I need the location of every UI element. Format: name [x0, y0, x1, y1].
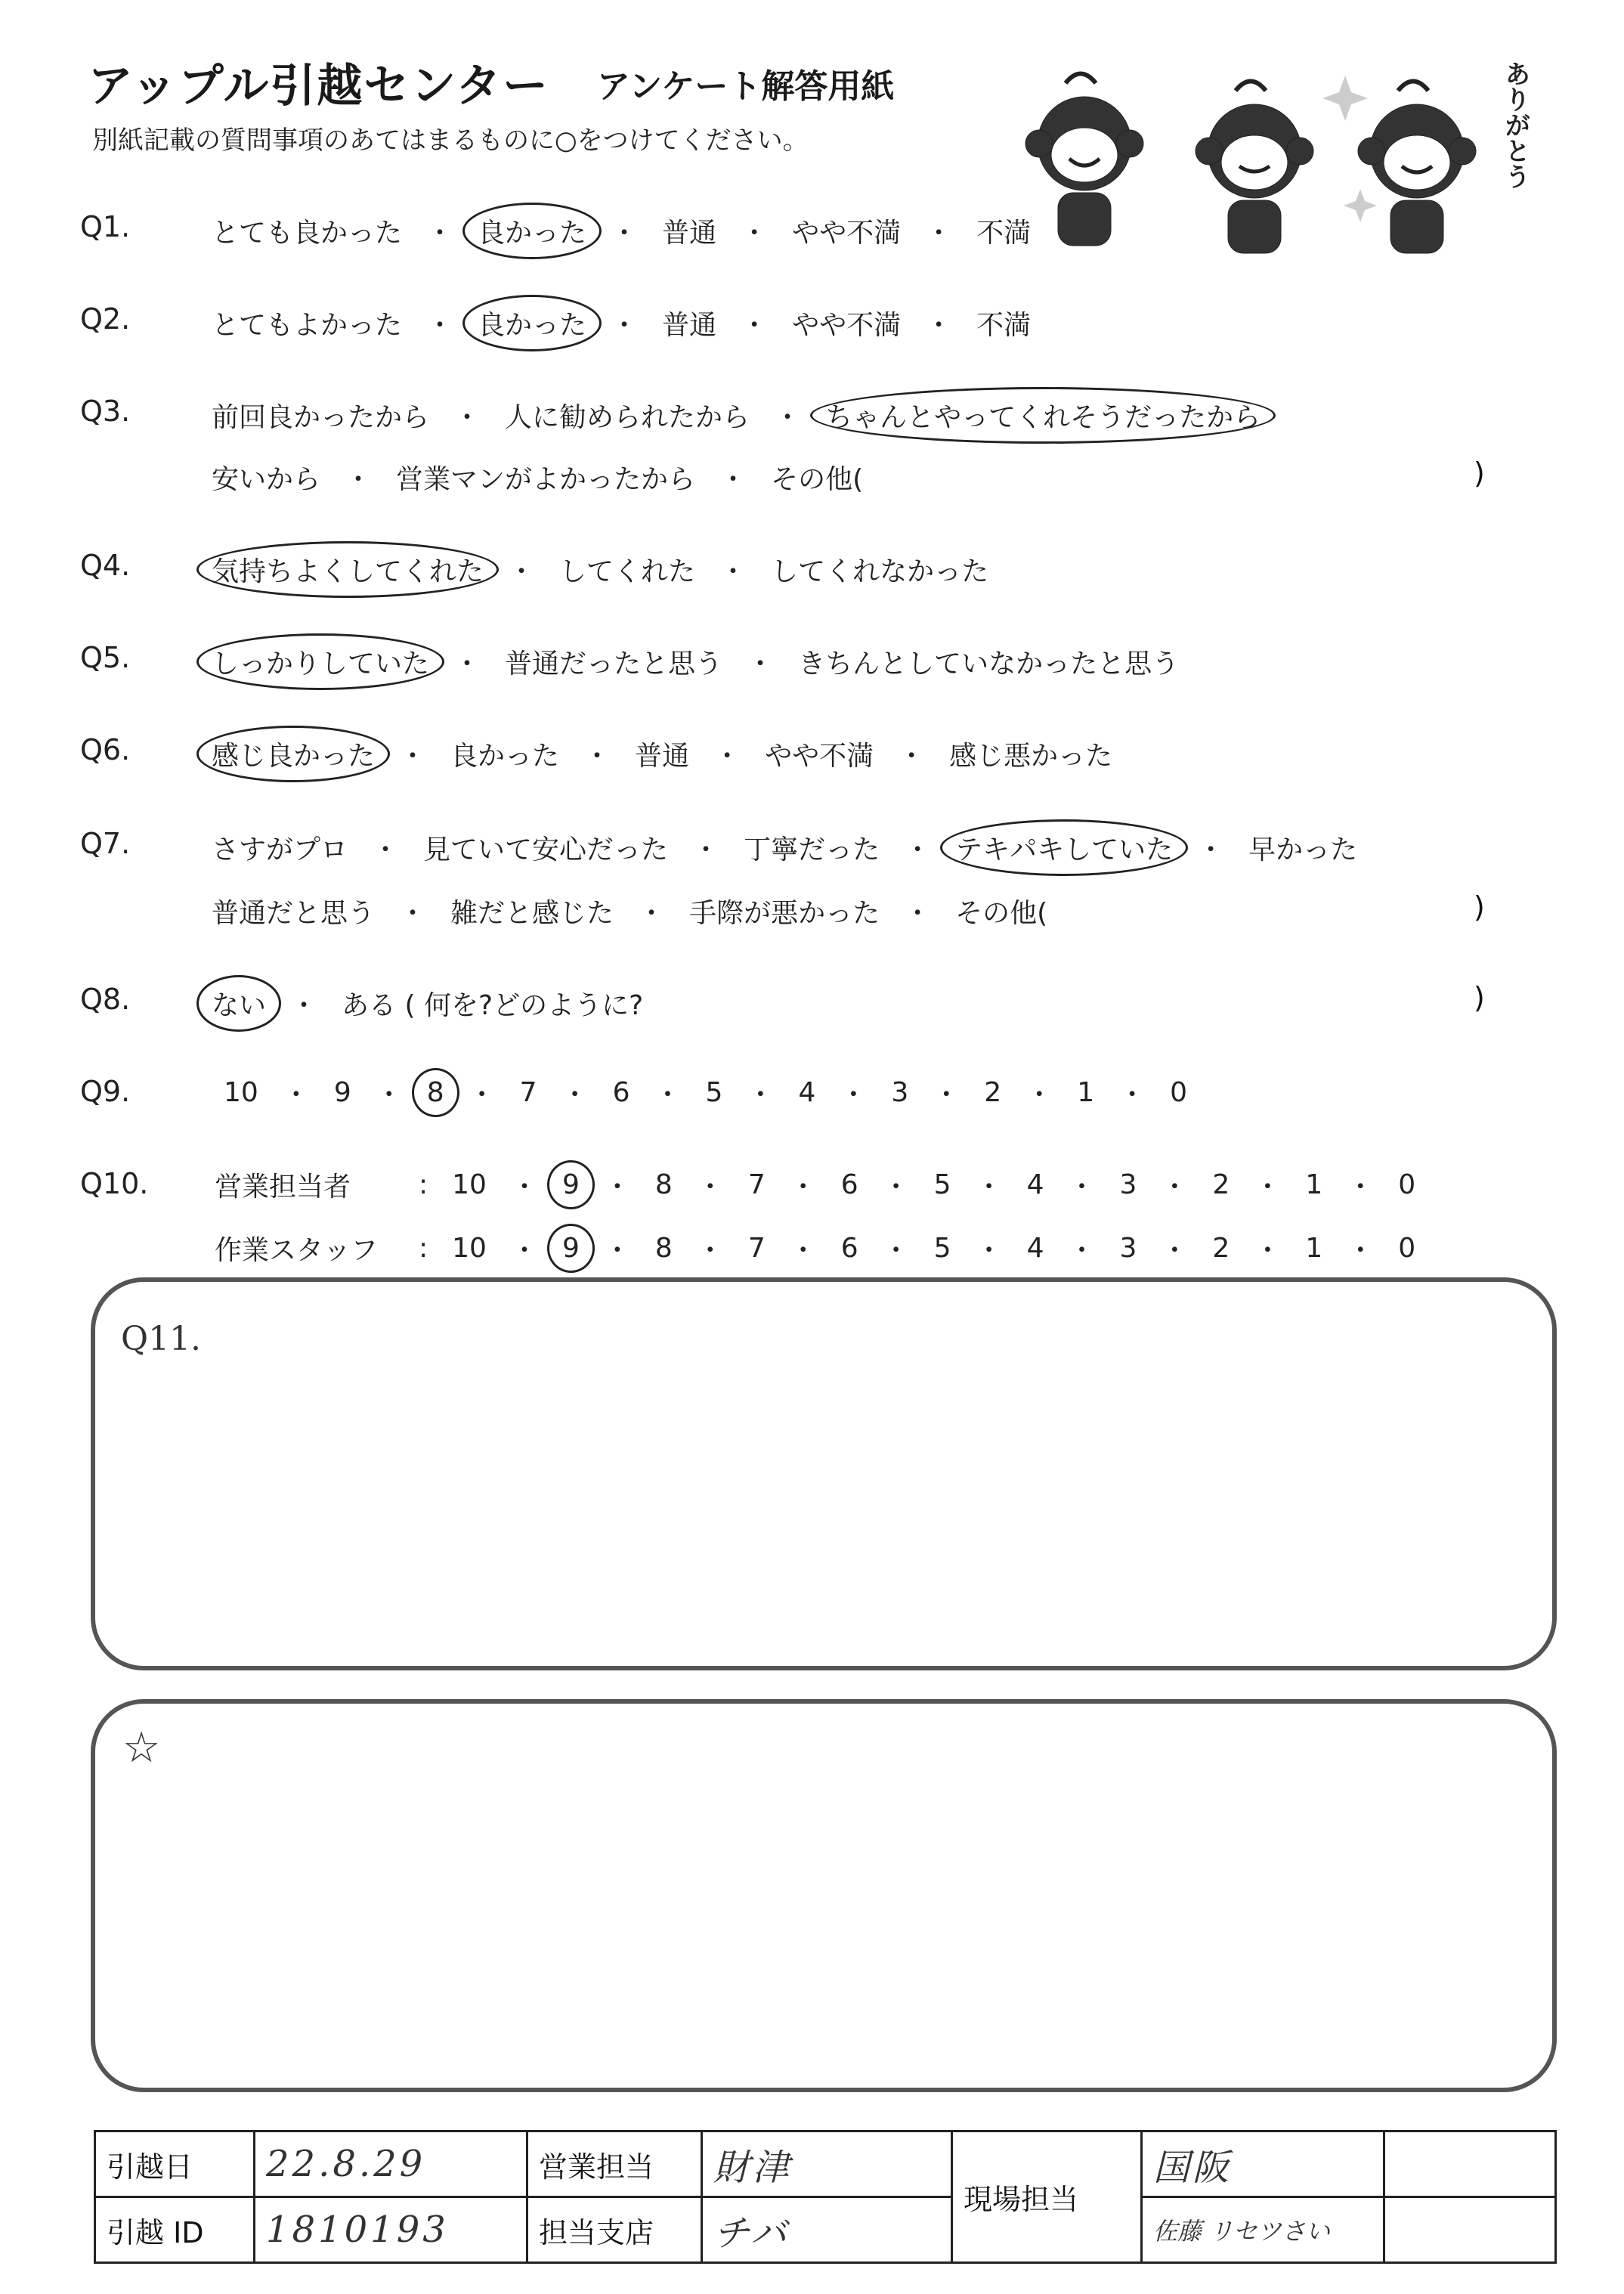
q10-staff-score-1[interactable]: 1 [1305, 1233, 1323, 1264]
q10-staff-score-4[interactable]: 4 [1026, 1233, 1044, 1264]
page-title: アップル引越センター [88, 60, 549, 113]
q4-option-3[interactable]: してくれなかった [771, 556, 989, 587]
q6-option-4[interactable]: やや不満 [765, 741, 874, 772]
q9-score-10[interactable]: 10 [224, 1077, 258, 1108]
q7-option-1[interactable]: さすがプロ [212, 834, 348, 865]
q6-option-5[interactable]: 感じ悪かった [949, 741, 1113, 772]
q10-staff-score-3[interactable]: 3 [1119, 1233, 1137, 1264]
q1-option-5[interactable]: 不満 [976, 218, 1032, 249]
q7-option-4[interactable]: テキパキしていた [948, 825, 1180, 870]
q7-option-other[interactable]: その他( [955, 898, 1048, 929]
q10-sales-score-9[interactable]: 9 [555, 1166, 587, 1203]
q10-sales-score-4[interactable]: 4 [1026, 1169, 1044, 1200]
q7-options-line2: 普通だと思う ・ 雑だと感じた ・ 手際が悪かった ・ その他( [204, 889, 1055, 933]
q10-sales-score-2[interactable]: 2 [1212, 1169, 1230, 1200]
q2-options: とてもよかった ・ 良かった ・ 普通 ・ やや不満 ・ 不満 [204, 301, 1038, 345]
q10-sales-score-8[interactable]: 8 [654, 1169, 673, 1200]
q1-option-4[interactable]: やや不満 [792, 218, 902, 249]
q1-option-2[interactable]: 良かった [470, 209, 594, 253]
q9-scale: 10 ・ 9 ・ 8 ・ 7 ・ 6 ・ 5 ・ 4 ・ 3 ・ 2 ・ 1 ・ 0 [216, 1073, 1195, 1112]
q9-score-6[interactable]: 6 [612, 1077, 630, 1108]
site-staff-value-2[interactable]: 佐藤 リセツさい [1142, 2197, 1384, 2263]
q4-options: 気持ちよくしてくれた ・ してくれた ・ してくれなかった [204, 547, 996, 592]
q3-option-4[interactable]: 安いから [212, 464, 321, 495]
q9-score-8[interactable]: 8 [419, 1074, 452, 1111]
q7-option-7[interactable]: 雑だと感じた [450, 898, 614, 929]
q10-staff-rating: 作業スタッフ : 10 ・ 9 ・ 8 ・ 7 ・ 6 ・ 5 ・ 4 ・ 3 ・ 2 ・ 1 ・ 0 [215, 1229, 1423, 1268]
q6-option-1[interactable]: 感じ良かった [204, 732, 382, 776]
q1-options: とても良かった ・ 良かった ・ 普通 ・ やや不満 ・ 不満 [204, 209, 1038, 253]
q10-sales-score-1[interactable]: 1 [1305, 1169, 1323, 1200]
q10-sales-score-0[interactable]: 0 [1398, 1169, 1416, 1200]
q2-option-1[interactable]: とてもよかった [212, 310, 403, 341]
q3-option-2[interactable]: 人に勧められたから [505, 402, 750, 433]
q10-staff-score-6[interactable]: 6 [840, 1233, 858, 1264]
q10-sales-score-7[interactable]: 7 [747, 1169, 766, 1200]
star-comment-box[interactable] [91, 1699, 1557, 2092]
q5-label: Q5. [80, 641, 131, 674]
q9-score-1[interactable]: 1 [1077, 1077, 1095, 1108]
moving-id-label: 引越 ID [95, 2197, 255, 2263]
q8-option-1[interactable]: ない [204, 981, 274, 1026]
q3-option-other[interactable]: その他( [771, 464, 864, 495]
q7-option-2[interactable]: 見ていて安心だった [423, 834, 669, 865]
q7-options-line1: さすがプロ ・ 見ていて安心だった ・ 丁寧だった ・ テキパキしていた ・ 早かった [204, 825, 1365, 870]
q3-label: Q3. [80, 395, 131, 428]
q10-sales-rating: 営業担当者 : 10 ・ 9 ・ 8 ・ 7 ・ 6 ・ 5 ・ 4 ・ 3 ・ 2 ・ 1 ・ 0 [215, 1166, 1423, 1204]
q9-label: Q9. [80, 1075, 131, 1108]
q3-options-line1: 前回良かったから ・ 人に勧められたから ・ ちゃんとやってくれそうだったから [204, 393, 1268, 438]
q9-score-3[interactable]: 3 [891, 1077, 909, 1108]
q3-close-paren: ) [1474, 457, 1485, 490]
q10-staff-score-7[interactable]: 7 [747, 1233, 766, 1264]
q8-option-2[interactable]: ある ( 何を?どのように? [342, 990, 644, 1021]
q2-option-3[interactable]: 普通 [662, 310, 717, 341]
q3-option-1[interactable]: 前回良かったから [212, 402, 430, 433]
sales-rep-label: 営業担当 [527, 2131, 702, 2197]
q9-score-2[interactable]: 2 [984, 1077, 1002, 1108]
site-staff-label: 現場担当 [952, 2131, 1142, 2263]
q1-label: Q1. [80, 210, 131, 243]
mascot-thanks-text: ありがとう [1500, 60, 1530, 189]
q8-options: ない ・ ある ( 何を?どのように? [204, 981, 651, 1026]
q6-option-2[interactable]: 良かった [450, 741, 560, 772]
q11-comment-box[interactable] [91, 1277, 1557, 1670]
q7-close-paren: ) [1474, 890, 1485, 924]
q10-staff-score-5[interactable]: 5 [933, 1233, 951, 1264]
star-icon: ☆ [122, 1723, 161, 1772]
q10-staff-score-9[interactable]: 9 [555, 1230, 587, 1267]
q9-score-5[interactable]: 5 [705, 1077, 723, 1108]
q3-option-3[interactable]: ちゃんとやってくれそうだったから [818, 393, 1268, 438]
q8-close-paren: ) [1474, 981, 1485, 1014]
q6-label: Q6. [80, 733, 131, 766]
q2-label: Q2. [80, 302, 131, 336]
footer-info-table [94, 2130, 1557, 2264]
q5-options: しっかりしていた ・ 普通だったと思う ・ きちんとしていなかったと思う [204, 639, 1186, 684]
q2-option-5[interactable]: 不満 [976, 310, 1032, 341]
sales-rep-value[interactable]: 財津 [702, 2131, 952, 2197]
q3-option-5[interactable]: 営業マンがよかったから [396, 464, 696, 495]
q10-label: Q10. [80, 1167, 149, 1200]
q6-option-3[interactable]: 普通 [635, 741, 690, 772]
q5-option-3[interactable]: きちんとしていなかったと思う [798, 649, 1180, 680]
moving-date-value[interactable]: 22.8.29 [255, 2131, 527, 2197]
q10-staff-score-0[interactable]: 0 [1398, 1233, 1416, 1264]
q10-sales-label: 営業担当者 [215, 1172, 351, 1203]
page-subtitle: アンケート解答用紙 [597, 67, 895, 106]
q9-score-4[interactable]: 4 [798, 1077, 816, 1108]
q5-option-2[interactable]: 普通だったと思う [505, 649, 723, 680]
q2-option-4[interactable]: やや不満 [792, 310, 902, 341]
branch-label: 担当支店 [527, 2197, 702, 2263]
q5-option-1[interactable]: しっかりしていた [204, 639, 437, 684]
mascot-illustration [1013, 53, 1542, 257]
q3-options-line2: 安いから ・ 営業マンがよかったから ・ その他( [204, 455, 871, 500]
site-staff-extra-1[interactable] [1384, 2131, 1556, 2197]
q10-staff-score-2[interactable]: 2 [1212, 1233, 1230, 1264]
q10-staff-score-10[interactable]: 10 [452, 1233, 487, 1264]
instructions: 別紙記載の質問事項のあてはまるものに○をつけてください。 [92, 125, 809, 156]
moving-id-value[interactable]: 1810193 [255, 2197, 527, 2263]
q7-option-5[interactable]: 早かった [1248, 834, 1358, 865]
q7-label: Q7. [80, 827, 131, 860]
q10-sales-score-5[interactable]: 5 [933, 1169, 951, 1200]
q2-option-2[interactable]: 良かった [470, 301, 594, 345]
q9-score-9[interactable]: 9 [333, 1077, 351, 1108]
q10-sales-score-10[interactable]: 10 [452, 1169, 487, 1200]
q10-staff-label: 作業スタッフ [215, 1235, 379, 1266]
mascot-monkeys-icon [1013, 53, 1542, 257]
q10-sales-score-6[interactable]: 6 [840, 1169, 858, 1200]
q1-option-3[interactable]: 普通 [662, 218, 717, 249]
moving-date-label: 引越日 [95, 2131, 255, 2197]
q4-label: Q4. [80, 549, 131, 582]
q10-sales-score-3[interactable]: 3 [1119, 1169, 1137, 1200]
q7-option-3[interactable]: 丁寧だった [744, 834, 880, 865]
branch-value[interactable]: チバ [702, 2197, 952, 2263]
q10-staff-score-8[interactable]: 8 [654, 1233, 673, 1264]
q4-option-2[interactable]: してくれた [559, 556, 696, 587]
q9-score-0[interactable]: 0 [1170, 1077, 1188, 1108]
site-staff-value-1[interactable]: 国阪 [1142, 2131, 1384, 2197]
q7-option-8[interactable]: 手際が悪かった [689, 898, 880, 929]
q7-option-6[interactable]: 普通だと思う [212, 898, 376, 929]
q11-label: Q11. [121, 1320, 202, 1358]
q9-score-7[interactable]: 7 [519, 1077, 537, 1108]
q8-label: Q8. [80, 983, 131, 1016]
site-staff-extra-2[interactable] [1384, 2197, 1556, 2263]
q6-options: 感じ良かった ・ 良かった ・ 普通 ・ やや不満 ・ 感じ悪かった [204, 732, 1120, 776]
q1-option-1[interactable]: とても良かった [212, 218, 403, 249]
q4-option-1[interactable]: 気持ちよくしてくれた [204, 547, 491, 592]
